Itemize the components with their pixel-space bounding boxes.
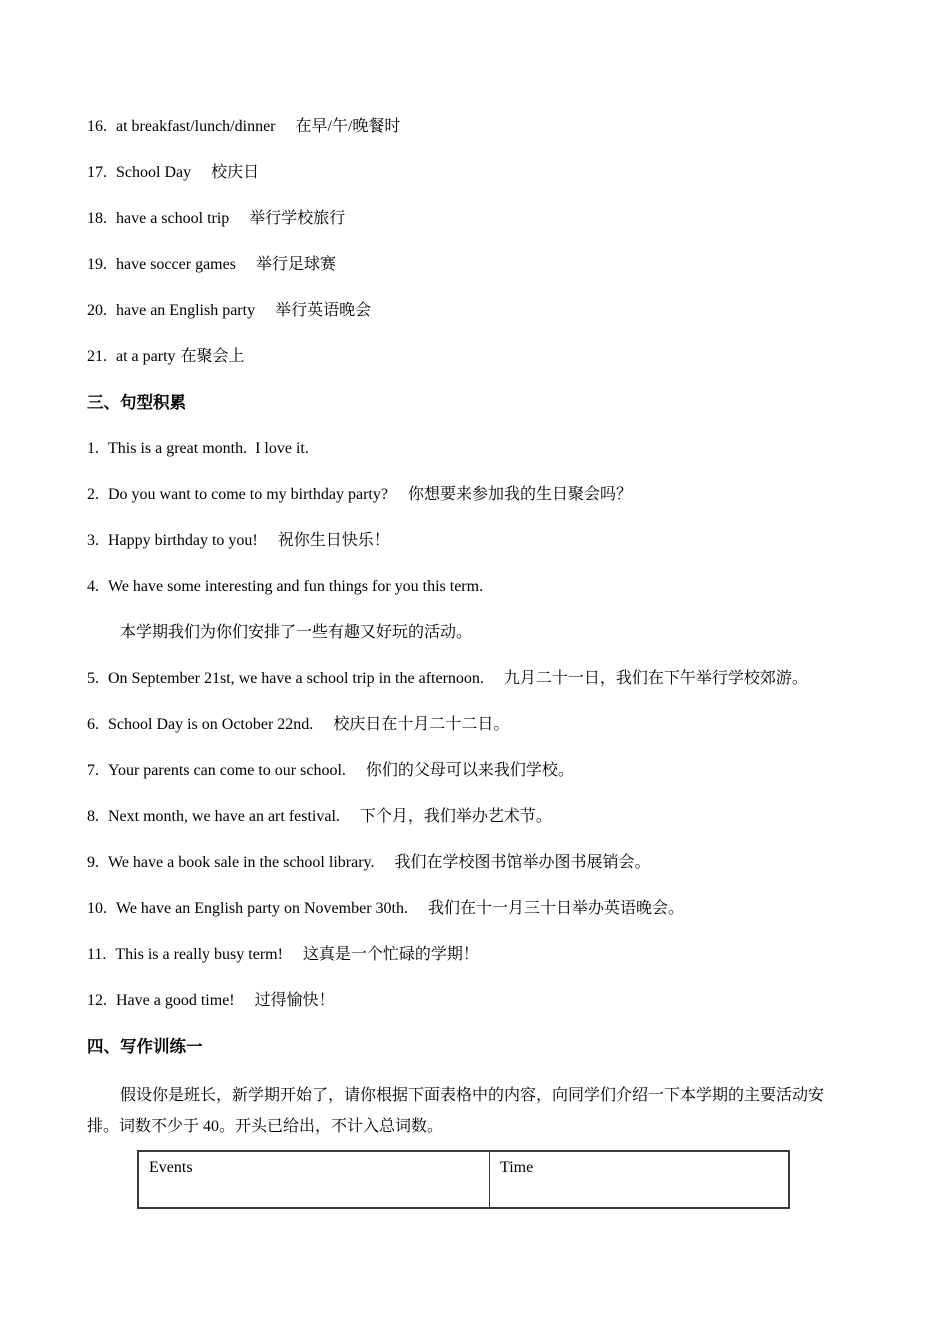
item-number: 6. <box>87 716 99 733</box>
sentence-item-6 <box>87 714 890 735</box>
events-time-table <box>137 1150 790 1209</box>
item-english: School Day <box>116 164 192 181</box>
phrase-item-17 <box>87 162 890 183</box>
phrase-item-19 <box>87 254 890 275</box>
item-chinese: 在早/午/晚餐时 <box>295 118 401 135</box>
item-english: at breakfast/lunch/dinner <box>116 118 276 135</box>
item-number: 10. <box>87 900 107 917</box>
item-chinese: 校庆日 <box>211 164 260 181</box>
table-header-time: Time <box>490 1151 790 1208</box>
sentence-item-11 <box>87 944 890 965</box>
phrase-item-20 <box>87 300 890 321</box>
item-chinese: 过得愉快！ <box>254 992 335 1009</box>
phrase-item-18 <box>87 208 890 229</box>
table-header-row <box>138 1151 789 1208</box>
item-number: 4. <box>87 578 99 595</box>
item-chinese: 我们在学校图书馆举办图书展销会。 <box>394 854 651 871</box>
section-heading-writing: 四、写作训练一 <box>87 1038 203 1056</box>
item-chinese: 本学期我们为你们安排了一些有趣又好玩的活动。 <box>120 624 473 641</box>
sentence-item-1 <box>87 438 890 459</box>
sentence-item-4-translation <box>87 622 890 643</box>
item-number: 1. <box>87 440 99 457</box>
item-number: 9. <box>87 854 99 871</box>
item-chinese: 你们的父母可以来我们学校。 <box>365 762 574 779</box>
item-number: 17. <box>87 164 107 181</box>
sentence-item-7 <box>87 760 890 781</box>
item-english: have an English party <box>116 302 256 319</box>
writing-instructions-line-1: 假设你是班长，新学期开始了，请你根据下面表格中的内容，向同学们介绍一下本学期的主要活动安 <box>120 1087 825 1104</box>
item-number: 21. <box>87 348 107 365</box>
item-number: 5. <box>87 670 99 687</box>
item-english: We have a book sale in the school library. <box>108 854 375 871</box>
sentence-item-9 <box>87 852 890 873</box>
item-english: This is a great month. I love it. <box>108 440 309 457</box>
item-chinese: 举行足球赛 <box>255 256 336 273</box>
item-english: Next month, we have an art festival. <box>108 808 340 825</box>
item-chinese: 你想要来参加我的生日聚会吗？ <box>407 486 632 503</box>
phrase-item-16 <box>87 116 890 137</box>
item-number: 20. <box>87 302 107 319</box>
sentence-item-3 <box>87 530 890 551</box>
item-number: 8. <box>87 808 99 825</box>
item-chinese: 下个月，我们举办艺术节。 <box>359 808 552 825</box>
item-chinese: 在聚会上 <box>180 348 245 365</box>
item-number: 11. <box>87 946 107 963</box>
item-chinese: 举行英语晚会 <box>275 302 372 319</box>
item-number: 19. <box>87 256 107 273</box>
item-english: Happy birthday to you! <box>108 532 258 549</box>
item-english: Your parents can come to our school. <box>108 762 346 779</box>
item-chinese: 我们在十一月三十日举办英语晚会。 <box>427 900 684 917</box>
sentence-item-4 <box>87 576 890 597</box>
item-english: at a party <box>116 348 176 365</box>
sentence-item-5 <box>87 668 890 689</box>
item-chinese: 祝你生日快乐！ <box>277 532 390 549</box>
item-chinese: 举行学校旅行 <box>249 210 346 227</box>
item-number: 2. <box>87 486 99 503</box>
item-english: Do you want to come to my birthday party? <box>108 486 388 503</box>
item-chinese: 这真是一个忙碌的学期！ <box>302 946 479 963</box>
item-number: 16. <box>87 118 107 135</box>
item-english: On September 21st, we have a school trip in the afternoon. <box>108 670 484 687</box>
item-english: Have a good time! <box>116 992 235 1009</box>
writing-instructions-line-2: 排。词数不少于 40。开头已给出，不计入总词数。 <box>87 1118 444 1135</box>
phrase-item-21 <box>87 346 890 367</box>
section-heading-sentences: 三、句型积累 <box>87 394 186 412</box>
item-number: 7. <box>87 762 99 779</box>
sentence-item-10 <box>87 898 890 919</box>
sentence-item-12 <box>87 990 890 1011</box>
item-english: have soccer games <box>116 256 236 273</box>
item-number: 18. <box>87 210 107 227</box>
item-english: School Day is on October 22nd. <box>108 716 314 733</box>
item-chinese: 九月二十一日，我们在下午举行学校郊游。 <box>503 670 808 687</box>
item-english: We have some interesting and fun things for you this term. <box>108 578 484 595</box>
sentence-item-8 <box>87 806 890 827</box>
item-number: 3. <box>87 532 99 549</box>
item-number: 12. <box>87 992 107 1009</box>
table-header-events: Events <box>138 1151 490 1208</box>
item-chinese: 校庆日在十月二十二日。 <box>333 716 510 733</box>
item-english: have a school trip <box>116 210 230 227</box>
item-english: We have an English party on November 30th. <box>116 900 408 917</box>
sentence-item-2 <box>87 484 890 505</box>
item-english: This is a really busy term! <box>115 946 283 963</box>
